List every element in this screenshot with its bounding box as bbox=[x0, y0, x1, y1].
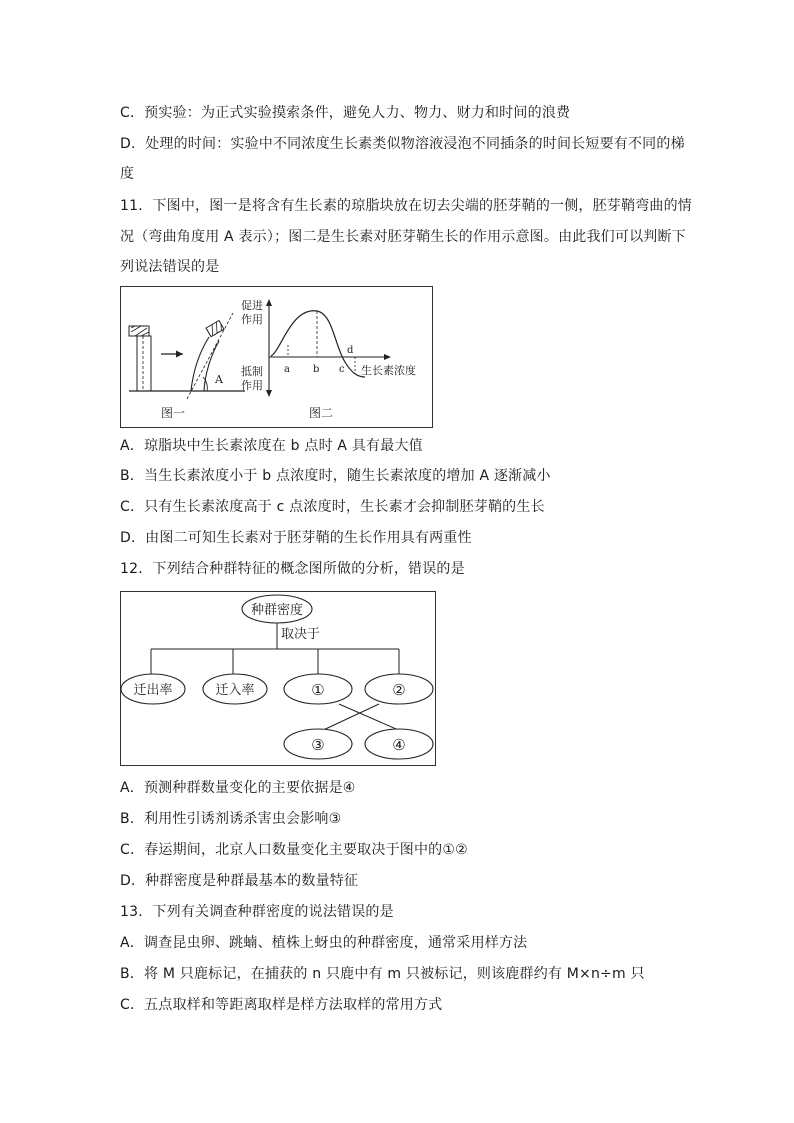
q11-option-b: B．当生长素浓度小于 b 点浓度时，随生长素浓度的增加 A 逐渐减小 bbox=[120, 468, 551, 484]
emigration-label: 迁出率 bbox=[133, 683, 173, 698]
x-axis-arrow bbox=[384, 354, 391, 360]
angle-label: A bbox=[215, 373, 223, 386]
q13-option-b: B．将 M 只鹿标记，在捕获的 n 只鹿中有 m 只被标记，则该鹿群约有 M×n÷m 只 bbox=[120, 966, 645, 982]
q10-option-d-line1: D．处理的时间：实验中不同浓度生长素类似物溶液浸泡不同插条的时间长短要有不同的梯 bbox=[120, 136, 685, 152]
q10-option-c: C．预实验：为正式实验摸索条件，避免人力、物力、财力和时间的浪费 bbox=[120, 105, 571, 121]
q11-stem-line2: 况（弯曲角度用 A 表示）；图二是生长素对胚芽鞘生长的作用示意图。由此我们可以判断下 bbox=[120, 229, 686, 245]
q11-option-a: A．琼脂块中生长素浓度在 b 点时 A 具有最大值 bbox=[120, 438, 423, 454]
q12-option-a: A．预测种群数量变化的主要依据是④ bbox=[120, 780, 356, 796]
q11-option-c: C．只有生长素浓度高于 c 点浓度时，生长素才会抑制胚芽鞘的生长 bbox=[120, 499, 545, 515]
x-axis-label: 生长素浓度 bbox=[361, 364, 416, 377]
point-a-label: a bbox=[284, 364, 290, 375]
q12-stem: 12．下列结合种群特征的概念图所做的分析，错误的是 bbox=[120, 561, 465, 577]
point-d-label: d bbox=[347, 345, 354, 356]
y-axis-arrow-down bbox=[266, 390, 272, 397]
y-up-label-2: 作用 bbox=[241, 313, 263, 326]
q11-option-d: D．由图二可知生长素对于胚芽鞘的生长作用具有两重性 bbox=[120, 530, 472, 546]
point-b-label: b bbox=[313, 364, 320, 375]
fig2-caption: 图二 bbox=[309, 406, 334, 420]
agar-block-right bbox=[206, 321, 224, 337]
y-down-label-2: 作用 bbox=[241, 379, 263, 392]
fig1-caption: 图一 bbox=[161, 406, 186, 420]
point-c-label: c bbox=[339, 364, 345, 375]
node-1-label: ① bbox=[311, 681, 325, 699]
root-node-label: 种群密度 bbox=[250, 603, 304, 618]
q12-option-d: D．种群密度是种群最基本的数量特征 bbox=[120, 873, 359, 889]
y-down-label-1: 抵制 bbox=[241, 365, 263, 378]
q11-figure bbox=[120, 286, 433, 428]
q11-stem-line3: 列说法错误的是 bbox=[120, 259, 220, 275]
node-4-label: ④ bbox=[392, 736, 406, 754]
node-2-label: ② bbox=[392, 681, 406, 699]
coleoptile-diagram bbox=[129, 313, 245, 399]
q10-option-d-line2: 度 bbox=[120, 166, 135, 182]
q12-option-c: C．春运期间，北京人口数量变化主要取决于图中的①② bbox=[120, 842, 468, 858]
growth-response-graph bbox=[241, 298, 416, 397]
q13-option-a: A．调查昆虫卵、跳蝻、植株上蚜虫的种群密度，通常采用样方法 bbox=[120, 935, 528, 951]
node-3-label: ③ bbox=[311, 736, 325, 754]
immigration-label: 迁入率 bbox=[215, 683, 255, 698]
upright-coleoptile bbox=[137, 336, 151, 391]
q12-option-b: B．利用性引诱剂诱杀害虫会影响③ bbox=[120, 811, 342, 827]
q11-stem-line1: 11．下图中，图一是将含有生长素的琼脂块放在切去尖端的胚芽鞘的一侧，胚芽鞘弯曲的情 bbox=[120, 198, 693, 214]
depends-on-label: 取决于 bbox=[281, 627, 321, 642]
arrow-head bbox=[176, 351, 183, 358]
q13-option-c: C．五点取样和等距离取样是样方法取样的常用方式 bbox=[120, 997, 443, 1013]
q11-figure-drawing bbox=[121, 287, 432, 427]
y-axis-arrow-up bbox=[266, 299, 272, 306]
population-concept-map bbox=[121, 592, 435, 765]
q13-stem: 13．下列有关调查种群密度的说法错误的是 bbox=[120, 904, 394, 920]
y-up-label-1: 促进 bbox=[241, 299, 263, 312]
q12-figure bbox=[120, 591, 436, 766]
